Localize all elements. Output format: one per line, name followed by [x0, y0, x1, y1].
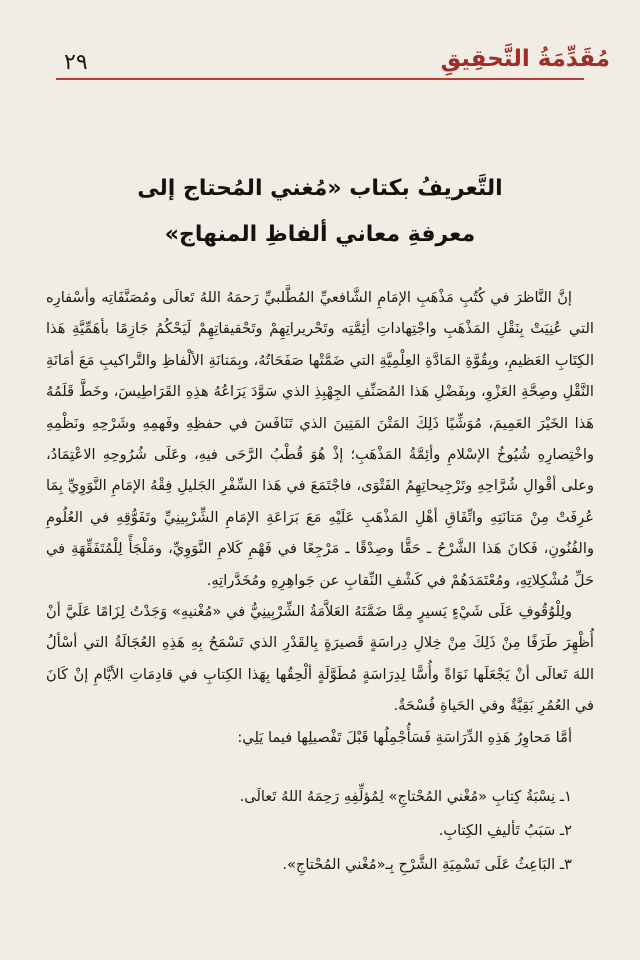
body-text [46, 282, 594, 753]
paragraph-outline: أمَّا مَحاوِرُ هَذِهِ الدِّرَاسَةِ فَسَأُجْمِلُها قَبْلَ تَفْصيلِها فيما يَلِي: [237, 728, 572, 746]
study-axes-list [46, 780, 594, 882]
title-line-2: معرفةِ معاني ألفاظِ المنهاج» [164, 222, 476, 247]
paragraph-study: ولِلْوُقُوفِ عَلَى شَيْءٍ يَسيرٍ مِمَّا ضَمَّنَهُ العَلاَّمَةُ الشِّرْبِينِيُّ في «مُغْنيهِ» وَجَدْتُ لِزَامًا عَلَيَّ أنْ أُظْهِرَ طَرَفًا مِنْ ذَلِكَ مِنْ خِلالِ دِراسَةٍ قَصيرَةٍ بِالقَدْرِ الذي تَسْمَحُ بِهِ هَذِهِ العُجَالَةُ التي أسْألُ اللهَ تَعالَى أنْ يَجْعَلَها نَوَاةً وأُسًّا لِدِرَاسَةٍ مُطَوَّلَةٍ ألْحِقُها بِهَذا الكِتابِ في قادِمَاتِ الأيَّامِ إنْ كَانَ في العُمُرِ بَقِيَّةٌ وفي الحَياةِ فُسْحَةٌ. [46, 603, 594, 715]
running-head: مُقَدِّمَةُ التَّحقِيقِ [440, 46, 610, 72]
section-title [60, 166, 580, 258]
list-item: ٣ـ البَاعِثُ عَلَى تَسْمِيَةِ الشَّرْحِ بِـ«مُغْني المُحْتاجِ». [282, 856, 572, 873]
list-item: ٢ـ سَبَبُ تَأليفِ الكِتابِ. [438, 822, 572, 839]
header-rule [56, 78, 584, 80]
paragraph-intro: إنَّ النَّاظرَ في كُتُبِ مَذْهَبِ الإمَامِ الشَّافعيِّ المُطَّلبيِّ رَحمَهُ اللهُ تَعالَى ومُصَنَّفَاتِه وأسْفارِه التي عُنِيَتْ بِنَقْلِ المَذْهَبِ واجْتِهاداتِ أئِمَّتِه وتَحْريراتِهِمْ وتَحْقيقاتِهِمْ لَيَحْكُمُ جَازِمًا بأهَمِّيَّةِ هَذا الكِتَابِ العَظيمِ، وبِقُوَّةِ المَادَّةِ العِلْمِيَّةِ التي ضَمَّتْها صَفَحَاتُهُ، وبِمَتانَةِ الألْفاظِ والتَّراكيبِ مَعَ أمَانَةِ النَّقْلِ وصِحَّةِ العَزْوِ، وبِفَضْلِ هَذا المُصَنِّفِ الجِهْبِذِ الذي سَوَّدَ يَرَاعُهُ هذِهِ القَرَاطِيسَ، وخَطَّ قَلَمُهُ هَذا الخَيْرَ العَمِيمَ، مُوَشِّيًا ذَلِكَ المَتْنَ المَتِينَ الذي تَنَافَسَ في حفظِهِ وفَهمِهِ وشَرْحِهِ ونَظْمِهِ واخْتِصارِهِ شُيُوخُ الإسْلامِ وأئِمَّةُ المَذْهَبِ؛ إذْ هُوَ قُطْبُ الرَّحَى فيهِ، وعَلَى شُرُوحِهِ الاعْتِمَادُ، وعلى أقْوالِ شُرَّاحِهِ وتَرْجِيحاتِهِمُ الفَتْوَى، فاجْتَمَعَ في هَذا السِّفْرِ الجَليلِ فِقْهُ الإمَامِ النَّوَوِيِّ بِمَا عُرِفَتْ مِنْ مَتانَتِهِ واتِّفَاقِ أهْلِ المَذْهَبِ عَلَيْهِ مَعَ بَرَاعَةِ الإمَامِ الشِّرْبِينِيِّ وتَفَوُّقِهِ في العُلُومِ والفُنُونِ، فَكانَ هَذا الشَّرْحُ ـ حَقًّا وصِدْقًا ـ مَرْجِعًا في فَهْمِ كَلامِ النَّوَوِيِّ، ومَلْجَأً لِلْمُتَفَقِّهَةِ في حَلِّ مُشْكِلاتِهِ، ومُعْتَمَدَهُمْ في كَشْفِ النِّقابِ عن جَواهِرِهِ ومُخَدَّراتِهِ. [46, 289, 594, 589]
list-item: ١ـ نِسْبَةُ كِتابِ «مُغْني المُحْتاجِ» لِمُؤلِّفِهِ رَحِمَهُ اللهُ تَعالَى. [239, 788, 572, 805]
page-number: ٢٩ [64, 50, 88, 75]
title-line-1: التَّعريفُ بكتاب «مُغني المُحتاج إلى [137, 176, 503, 201]
